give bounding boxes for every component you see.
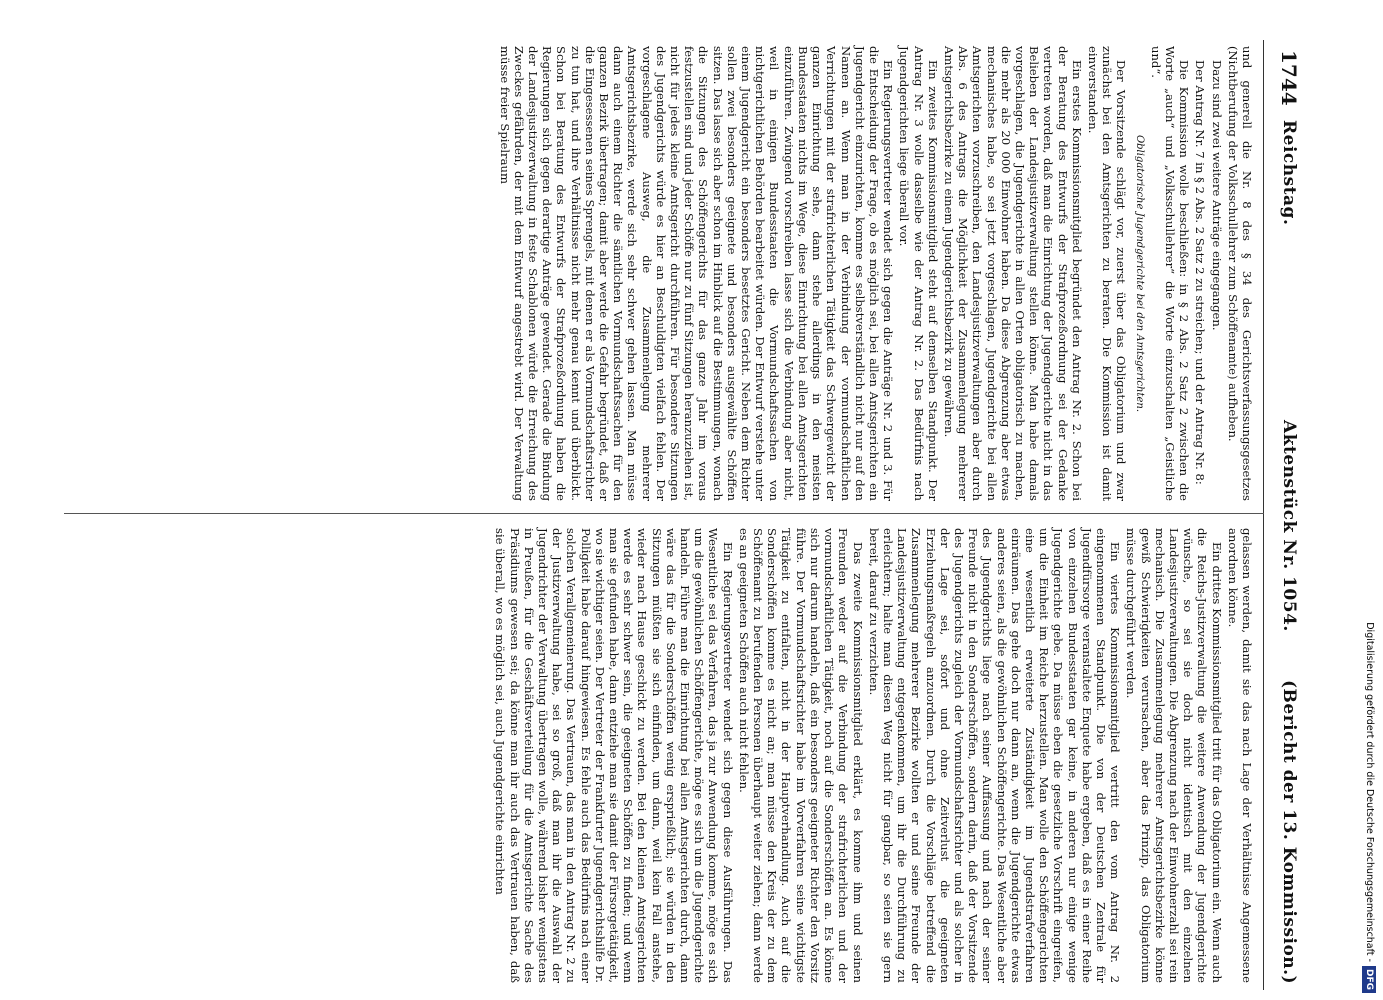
paragraph: Das zweite Kommissionsmitglied erklärt, es komme ihm und seinen Freunden weder auf die Verbindung der strafrichterlichen und der vormundschaftlichen Tätigkeit, noch auf die Sonderschöffen an. Es könne sich nur darum handeln, daß ein besonders geeigneter Richter den Vorsitz führe. Der Vormundschaftsrichter habe im Vorverfahren seine wichtigste Tätigkeit zu entfalten, nicht in der Hauptverhandlung. Auch auf die Sonderschöffen komme es nicht an; man müsse den Kreis der zu dem Schöffenamt zu berufenden Personen überhaupt weiter ziehen; dann werde es an geeigneten Schöffen auch nicht fehlen.	[736, 528, 865, 983]
page-number: 1744	[1277, 50, 1301, 106]
left-column	[495, 46, 1254, 501]
page-header	[1268, 40, 1310, 990]
column-divider	[64, 513, 1264, 514]
scanned-page-frame	[60, 40, 1310, 990]
header-rule	[1263, 40, 1264, 990]
paragraph: gelassen werden, damit sie das nach Lage der Verhältnisse Angemessene anordnen könne.	[1225, 528, 1254, 983]
paragraph: Die Kommission wolle beschließen: in § 2 Abs. 2 Satz 2 zwischen die Worte „auch“ und „Volksschullehrer“ die Worte einzuschalten „Geistliche und“.	[1148, 46, 1192, 501]
rotated-page	[60, 40, 1310, 990]
paragraph: Der Vorsitzende schlägt vor, zuerst über das Obligatorium und zwar zunächst bei den Amtsgerichten zu beraten. Die Kommission ist damit einverstanden.	[1085, 46, 1129, 501]
dfg-logo: DFG	[1362, 966, 1376, 993]
header-left-title: Reichstag.	[1279, 120, 1299, 226]
credit-text: Digitalisierung gefördert durch die Deutsche Forschungsgemeinschaft -	[1364, 622, 1375, 962]
right-column	[491, 528, 1254, 983]
header-report: (Bericht der 13. Kommission.)	[1279, 680, 1299, 985]
paragraph: Ein zweites Kommissionsmitglied steht auf demselben Standpunkt. Der Antrag Nr. 3 wolle dasselbe wie der Antrag Nr. 2. Das Bedürfnis nach Jugendgerichten liege überall vor.	[897, 46, 940, 501]
paragraph: Ein erstes Kommissionsmitglied begründet den Antrag Nr. 2. Schon bei der Beratung des Entwurfs der Strafprozeßordnung sei der Gedanke vertreten worden, daß man die Einrichtung der Jugendgerichte nicht in das Belieben der Landesjustizverwaltung stellen könne. Man habe damals vorgeschlagen, die Jugendgerichte in allen Orten obligatorisch zu machen, die mehr als 20 000 Einwohner haben. Da diese Abgrenzung aber etwas mechanisches habe, so sei jetzt vorgeschlagen, Jugendgerichte bei allen Amtsgerichten vorzuschreiben, den Landesjustizverwaltungen aber durch Abs. 6 des Antrags die Möglichkeit der Zusammenlegung mehrerer Amtsgerichtsbezirke zu einem Jugendgerichtsbezirk zu gewähren.	[941, 46, 1084, 501]
paragraph: Dazu sind zwei weitere Anträge eingegangen.	[1209, 60, 1224, 331]
digitization-credit	[1362, 8, 1376, 993]
paragraph: Ein Regierungsvertreter wendet sich gegen diese Ausführungen. Das Wesentliche sei das Verfahren, das ja zur Anwendung komme, möge es sich um die gewöhnlichen Schöffengerichte, möge es sich um die Jugendgerichte handeln. Führe man die Einrichtung bei allen Amtsgerichten durch, dann wäre das für die Sonderschöffen wenig ersprießlich; sie würden in den Sitzungen müßten sie sich einfinden, um dann, weil kein Fall anstehe, wieder nach Hause geschickt zu werden. Bei den kleinen Amtsgerichten werde es sehr schwer sein, die geeigneten Schöffen zu finden; und wenn man sie gefunden habe, dann entziehe man sie damit der Fürsorgetätigkeit, wo sie wichtiger seien. Der Vertreter der Frankfurter Jugendgerichtshilfe Dr. Polligkeit habe darauf hingewiesen. Es fehle auch das Bedürfnis nach einer solchen Verallgemeinerung. Das Vertrauen, das man in den Antrag Nr. 2 zu der Justizverwaltung habe, sei so groß, daß man ihr die Auswahl der Jugendrichter der Verwaltung übertragen wolle, während bisher wenigstens in Preußen, für die Geschäftsverteilung für die Amtsgerichte Sache des Präsidiums gewesen sei; da könne man ihr auch das Vertrauen haben, daß sie überall, wo es möglich sei, auch Jugendgerichte einrichten	[493, 528, 735, 983]
header-document: Aktenstück Nr. 1054.	[1279, 420, 1299, 632]
paragraph: Ein viertes Kommissionsmitglied vertritt den vom Antrag Nr. 2 eingenommenen Standpunkt. Die von der Deutschen Zentrale für Jugendfürsorge veranstaltete Enquete habe ergeben, daß es in einer Reihe von einzelnen Bundesstaaten gar keine, in anderen nur einige wenige Jugendgerichte gebe. Da müsse eben die gesetzliche Vorschrift eingreifen, um die Einheit im Reiche herzustellen. Man wolle den Schöffengerichten eine wesentlich erweiterte Zuständigkeit im Jugendstrafverfahren einräumen. Das gehe doch nur dann an, wenn die Jugendgerichte etwas anderes seien, als die gewöhnlichen Schöffengerichte. Das Wesentliche aber des Jugendgerichts liege nach seiner Auffassung und nach der seiner Freunde nicht in den Sonderschöffen, sondern darin, daß der Vorsitzende des Jugendgerichts zugleich der Vormundschaftsrichter und als solcher in der Lage sei, sofort und ohne Zeitverlust die geeigneten Erziehungsmaßregeln anzuordnen. Durch die Vorschläge betreffend die Zusammenlegung mehrerer Bezirke wollten er und seine Freunde der Landesjustizverwaltung entgegenkommen, um ihr die Durchführung zu erleichtern; halte man diesen Weg nicht für gangbar, so seien sie gern bereit, darauf zu verzichten.	[866, 528, 1123, 983]
paragraph: Ein Regierungsvertreter wendet sich gegen die Anträge Nr. 2 und 3. Für die Entscheidung der Frage, ob es möglich sei, bei allen Amtsgerichten ein Jugendgericht einzurichten, komme es selbstverständlich nicht nur auf den Namen an. Wenn man in der Verbindung der vormundschaftlichen Verrichtungen mit der strafrichterlichen Tätigkeit das Schwergewicht der ganzen Einrichtung sehe, dann stehe allerdings in den meisten Bundesstaaten nichts im Wege, diese Einrichtung bei allen Amtsgerichten einzuführen. Zwingend vorschreiben lasse sich die Verbindung aber nicht, weil in einigen Bundesstaaten die Vormundschaftssachen von nichtgerichtlichen Behörden bearbeitet würden. Der Entwurf verstehe unter einem Jugendgericht ein besonders besetztes Gericht. Neben dem Richter sollen zwei besonders geeignete und besonders ausgewählte Schöffen sitzen. Das lasse sich aber schon im Hinblick auf die Bestimmungen, wonach die Sitzungen des Schöffengerichts für das ganze Jahr im voraus festzustellen sind und jeder Schöffe nur zu fünf Sitzungen heranzuziehen ist, nicht für jedes kleine Amtsgericht durchführen. Für besondere Sitzungen des Jugendgerichts würde es hier an Beschuldigten vielfach fehlen. Der vorgeschlagene Ausweg, die Zusammenlegung mehrerer Amtsgerichtsbezirke, werde sich sehr schwer gehen lassen. Man müsse dann auch einem Richter die sämtlichen Vormundschaftssachen für den ganzen Bezirk übertragen; damit aber werde die Gefahr begründet, daß er die Eingesessenen seines Sprengels, mit denen er als Vormundschaftsrichter zu tun hat, und ihre Verhältnisse nicht mehr genau kennt und überblickt. Schon bei Beratung des Entwurfs der Strafprozeßordnung haben die Regierungen sich gegen derartige Anträge gewendet. Gerade die Bindung der Landesjustizverwaltung in feste Schablonen würde die Erreichung des Zweckes gefährden, der mit dem Entwurf angestrebt wird. Der Verwaltung müsse freier Spielraum	[497, 46, 896, 501]
paragraph: Ein drittes Kommissionsmitglied tritt für das Obligatorium ein. Wenn auch die Reichs-Justizverwaltung die weitere Anwendung der Jugendgerichte wünsche, so sei sie doch nicht identisch mit den einzelnen Landesjustizverwaltungen. Die Abgrenzung nach der Einwohnerzahl sei rein mechanisch. Die Zusammenlegung mehrerer Amtsgerichtsbezirke könne gewiß Schwierigkeiten verursachen, aber das Prinzip, das Obligatorium müsse durchgeführt werden.	[1124, 528, 1224, 983]
section-subheading: Obligatorische Jugendgerichte bei den Amtsgerichten.	[1133, 134, 1145, 413]
paragraph: und generell die Nr. 8 des § 34 des Gerichtsverfassungsgesetzes (Nichtberufung der Volksschullehrer zum Schöffenamte) aufheben.	[1225, 46, 1254, 501]
paragraph: Der Antrag Nr. 7 in § 2 Abs. 2 Satz 2 zu streichen; und der Antrag Nr. 8:	[1193, 60, 1208, 485]
